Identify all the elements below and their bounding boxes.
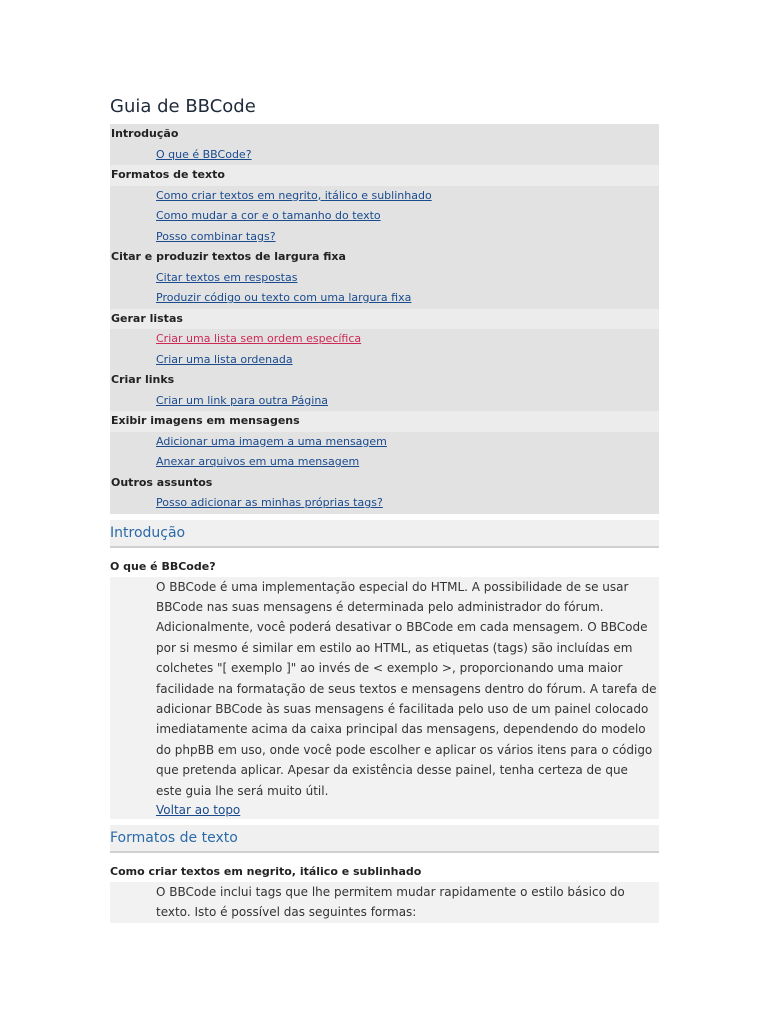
toc-link[interactable]: Posso adicionar as minhas próprias tags?	[156, 496, 383, 509]
toc-category-links: Criar links	[111, 373, 175, 386]
question-title: Como criar textos em negrito, itálico e sublinhado	[110, 862, 659, 882]
toc-link[interactable]: Posso combinar tags?	[156, 229, 276, 243]
toc-category-imagens: Exibir imagens em mensagens	[110, 411, 659, 432]
toc-category-formatos: Formatos de texto	[110, 165, 659, 186]
toc-link[interactable]: O que é BBCode?	[156, 147, 252, 161]
toc-category-introducao: Introdução	[111, 127, 179, 140]
section-heading-formatos: Formatos de texto	[110, 825, 659, 853]
section-heading-introducao: Introdução	[110, 520, 659, 548]
faq-page	[110, 96, 659, 923]
toc-link-hovered[interactable]: Criar uma lista sem ordem específica	[156, 332, 362, 345]
toc-link[interactable]: Criar uma lista ordenada	[156, 352, 293, 366]
toc-link[interactable]: Citar textos em respostas	[156, 270, 298, 284]
toc-category-citar: Citar e produzir textos de largura fixa	[111, 250, 346, 263]
toc-link[interactable]: Como criar textos em negrito, itálico e sublinhado	[156, 188, 432, 202]
answer-text: O BBCode inclui tags que lhe permitem mudar rapidamente o estilo básico do texto. Isto é possível das seguintes formas:	[156, 884, 625, 920]
toc-category-listas: Gerar listas	[110, 309, 659, 330]
answer-text: O BBCode é uma implementação especial do HTML. A possibilidade de se usar BBCode nas suas mensagens é determinada pelo administrador do fórum. Adicionalmente, você poderá desativar o BBCode em cada mensagem. O BBCode por si mesmo é similar em estilo ao HTML, as etiquetas (tags) são incluídas em colchetes "[ exemplo ]" ao invés de < exemplo >, proporcionando uma maior facilidade na formatação de seus textos e mensagens dentro do fórum. A tarefa de adicionar BBCode às suas mensagens é facilitada pelo uso de um painel colocado imediatamente acima da caixa principal das mensagens, dependendo do modelo do phpBB em uso, onde você pode escolher e aplicar os vários itens para o código que pretenda aplicar. Apesar da existência desse painel, tenha certeza de que este guia lhe será muito útil.	[156, 579, 657, 798]
toc-link[interactable]: Criar um link para outra Página	[156, 393, 329, 407]
answer-block	[110, 882, 659, 923]
back-to-top-link[interactable]: Voltar ao topo	[156, 802, 241, 817]
answer-block	[110, 577, 659, 819]
toc-link[interactable]: Anexar arquivos em uma mensagem	[156, 455, 360, 468]
toc-link[interactable]: Adicionar uma imagem a uma mensagem	[156, 434, 387, 448]
toc-link[interactable]: Produzir código ou texto com uma largura fixa	[156, 291, 412, 304]
page-title: Guia de BBCode	[110, 96, 256, 117]
table-of-contents	[110, 124, 659, 514]
question-title: O que é BBCode?	[110, 557, 659, 577]
toc-category-outros: Outros assuntos	[111, 475, 213, 489]
toc-link[interactable]: Como mudar a cor e o tamanho do texto	[156, 209, 381, 222]
